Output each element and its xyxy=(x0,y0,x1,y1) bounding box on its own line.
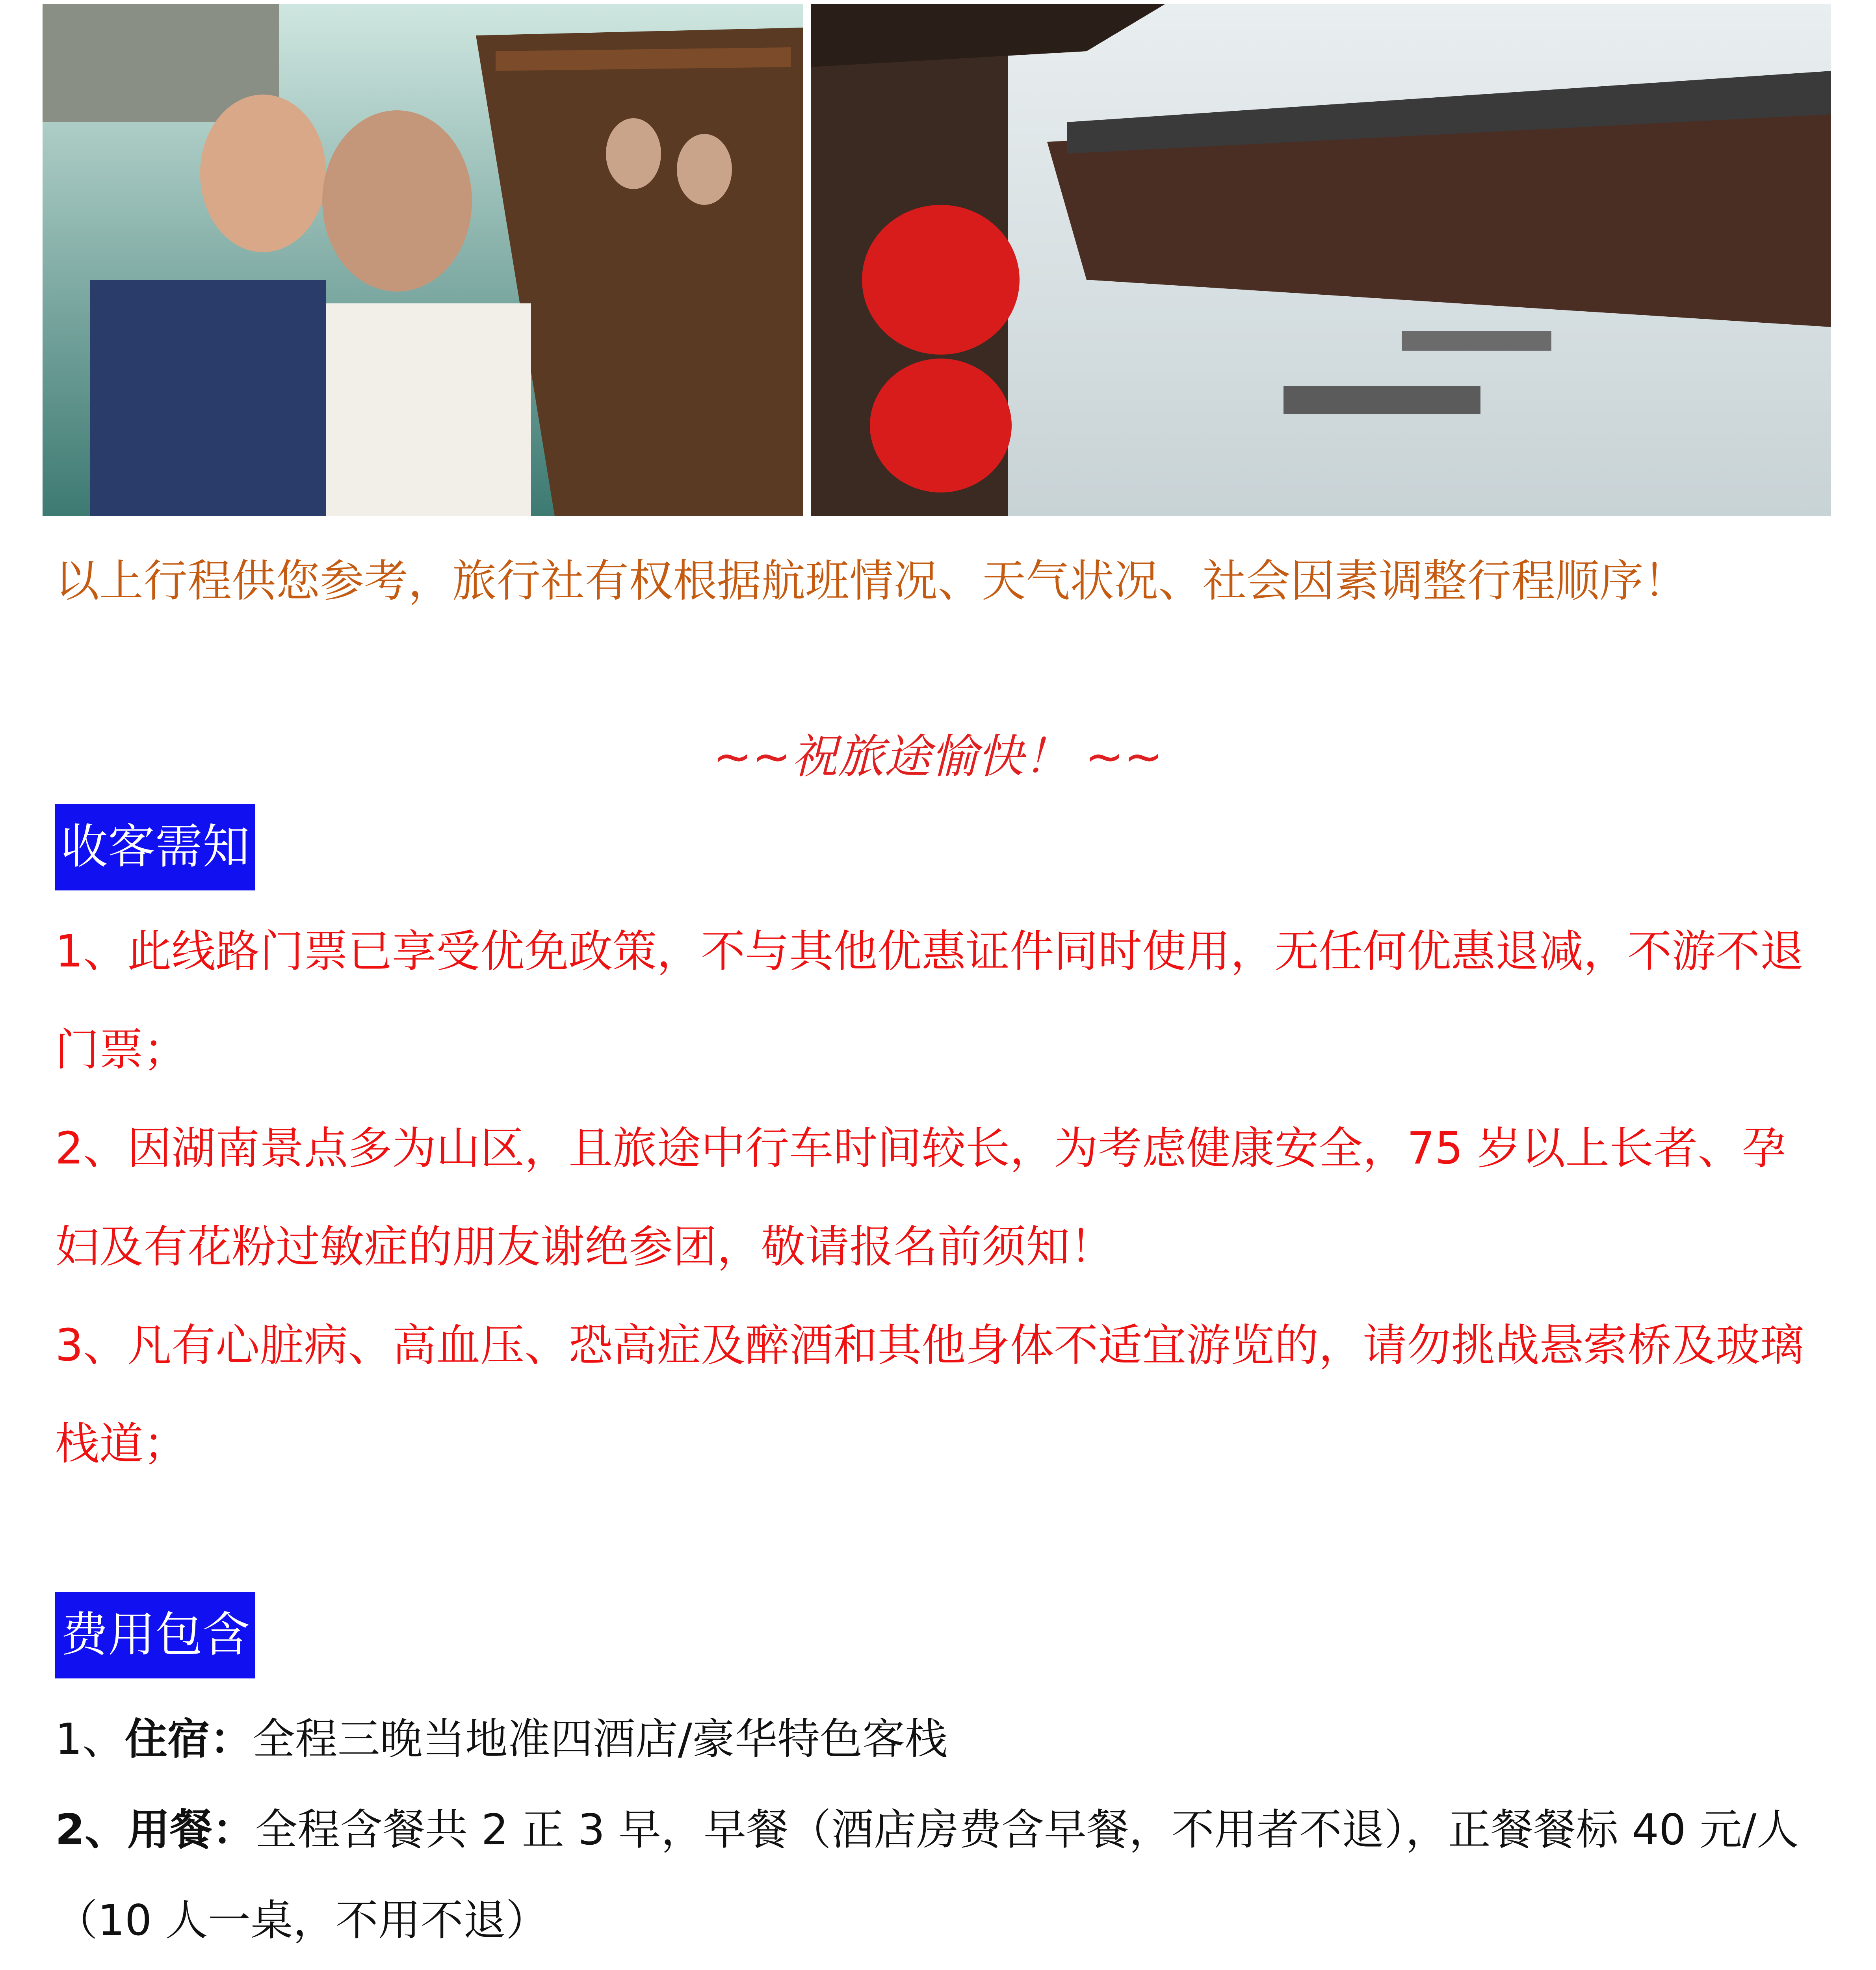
itinerary-notice: 以上行程供您参考，旅行社有权根据航班情况、天气状况、社会因素调整行程顺序！ xyxy=(55,556,1688,607)
ancient-town-lanterns-photo xyxy=(811,4,1831,516)
wish-text: ~~祝旅途愉快！ ~~ xyxy=(713,729,1163,784)
list-item xyxy=(55,1694,1828,1785)
list-item: 2、因湖南景点多为山区，且旅途中行车时间较长，为考虑健康安全，75 岁以上长者、孕妇及有花粉过敏症的朋友谢绝参团，敬请报名前须知！ xyxy=(55,1123,1786,1273)
boat-passengers-photo xyxy=(43,4,803,516)
list-item: 1、此线路门票已享受优免政策，不与其他优惠证件同时使用，无任何优惠退减，不游不退门票； xyxy=(55,926,1804,1076)
list-item xyxy=(55,1785,1828,1966)
header-photos xyxy=(43,4,1831,516)
fees-include-list xyxy=(55,1694,1828,1970)
item-prefix: 1、 xyxy=(55,1715,125,1764)
list-item xyxy=(55,1966,1828,1970)
photo-icon xyxy=(811,4,1831,516)
item-prefix: 2、 xyxy=(55,1805,128,1855)
section-title-fees-include: 费用包含 xyxy=(55,1592,255,1678)
item-label: 用餐： xyxy=(127,1805,255,1855)
list-item: 3、凡有心脏病、高血压、恐高症及醉酒和其他身体不适宜游览的，请勿挑战悬索桥及玻璃栈道； xyxy=(55,1320,1804,1470)
item-label: 住宿： xyxy=(124,1715,253,1764)
guest-notice-list xyxy=(55,902,1828,1493)
photo-icon xyxy=(43,4,803,516)
section-title-guest-notice: 收客需知 xyxy=(55,804,255,890)
item-text: 全程含餐共 2 正 3 早，早餐（酒店房费含早餐，不用者不退），正餐餐标 40 元/人（10 人一桌，不用不退） xyxy=(55,1805,1799,1945)
item-text: 全程三晚当地准四酒店/豪华特色客栈 xyxy=(252,1715,948,1764)
